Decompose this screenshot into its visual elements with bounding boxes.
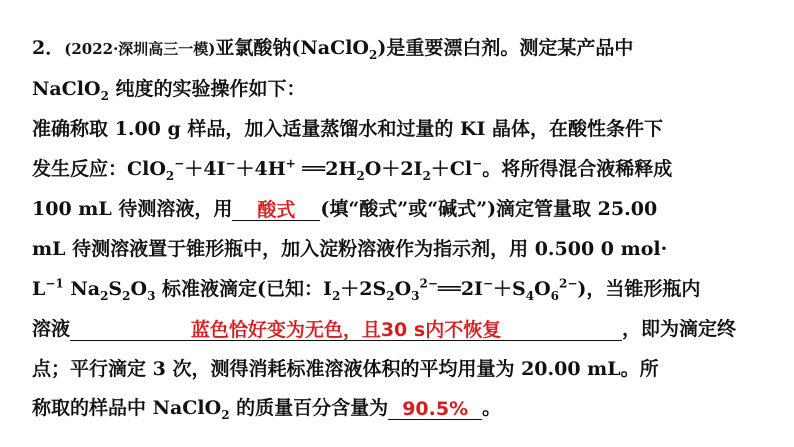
answer-blank-1[interactable] — [232, 198, 320, 221]
line-9: 点；平行滴定 3 次，测得消耗标准溶液体积的平均用量为 20.00 mL。所 — [32, 358, 659, 380]
line-7: $L^{-1}$ $Na_2S_2O_3$ 标准液滴定(已知：$I_2+2S_2O_3^{2-}══2I^-+S_4O_6^{2-}$)，当锥形瓶内 — [32, 276, 701, 303]
question-source: (2022·深圳高三一模) — [64, 40, 216, 58]
line-1: 2．(2022·深圳高三一模)亚氯酸钠(NaClO$_2$)是重要漂白剂。测定某产品中 — [32, 37, 634, 62]
answer-blank-3[interactable] — [388, 397, 482, 420]
line-10: 称取的样品中 NaClO$_2$ 的质量百分含量为 90.5% 。 — [32, 397, 502, 422]
line-8: 溶液 蓝色恰好变为无色，且30 s内不恢复 ，即为滴定终 — [32, 318, 737, 341]
question-number: 2． — [32, 37, 65, 59]
answer-3: 90.5% — [402, 398, 469, 420]
line-4: 发生反应：ClO$_2$−＋4I−＋4H+ $══2H_2O+2I_2+Cl^-$。将所得混合液稀释成 — [32, 156, 673, 183]
line-3: 准确称取 1.00 g 样品，加入适量蒸馏水和过量的 KI 晶体，在酸性条件下 — [32, 118, 664, 140]
line-5: 100 mL 待测溶液，用 酸式 (填“酸式”或“碱式”)滴定管量取 25.00 — [32, 198, 658, 221]
answer-1: 酸式 — [257, 199, 296, 221]
answer-blank-2[interactable] — [70, 318, 622, 341]
line-6: mL 待测溶液置于锥形瓶中，加入淀粉溶液作为指示剂，用 0.500 0 mol· — [32, 238, 668, 260]
line-2: NaClO$_2$ 纯度的实验操作如下： — [32, 78, 306, 103]
answer-2: 蓝色恰好变为无色，且30 s内不恢复 — [190, 319, 502, 341]
